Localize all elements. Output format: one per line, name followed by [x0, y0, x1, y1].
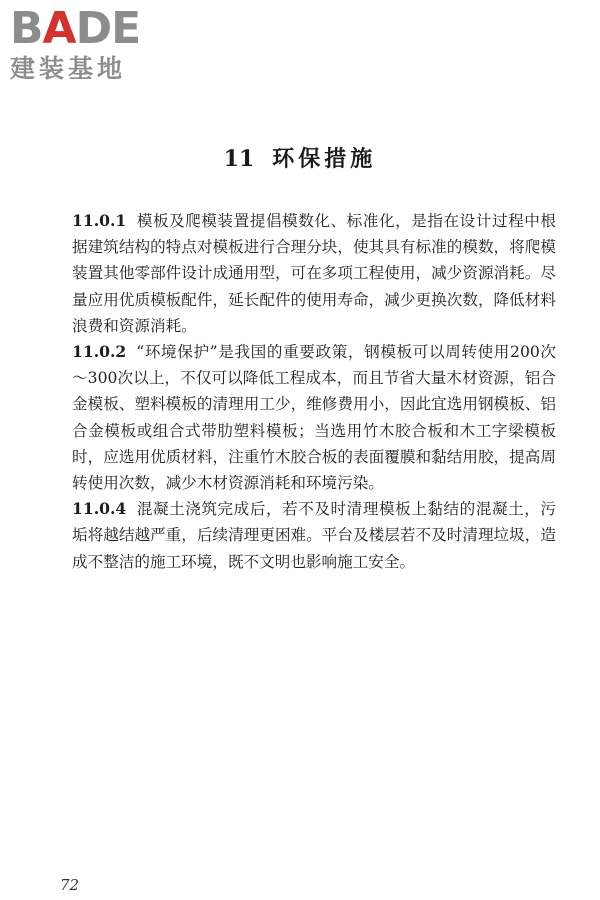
clause-11-0-1: [72, 208, 556, 339]
logo-mark-part1: B: [10, 3, 43, 54]
clause-11-0-4: [72, 496, 556, 575]
chapter-title-text: 环保措施: [272, 146, 377, 172]
logo-mark-part2: DE: [75, 3, 141, 54]
chapter-number: 11: [223, 146, 255, 172]
logo-mark-accent: A: [42, 3, 76, 54]
clause-number: 11.0.1: [72, 211, 127, 230]
clause-text: 模板及爬模装置提倡模数化、标准化，是指在设计过程中根据建筑结构的特点对模板进行合理分块，使其具有标准的模数，将爬模装置其他零部件设计成通用型，可在多项工程使用，减少资源消耗。尽量应用优质模板配件，延长配件的使用寿命，减少更换次数，降低材料浪费和资源消耗。: [72, 212, 556, 335]
page-number: 72: [60, 876, 80, 894]
clause-text: 混凝土浇筑完成后，若不及时清理模板上黏结的混凝土，污垢将越结越严重，后续清理更困难。平台及楼层若不及时清理垃圾，造成不整洁的施工环境，既不文明也影响施工安全。: [72, 500, 556, 571]
bade-logo: [10, 3, 175, 98]
chapter-body: [72, 208, 556, 575]
clause-number: 11.0.2: [72, 342, 127, 362]
clause-11-0-2: [72, 339, 556, 496]
chapter-title: [0, 142, 600, 173]
clause-text: “环境保护”是我国的重要政策，钢模板可以周转使用200次～300次以上，不仅可以降低工程成本，而且节省大量木材资源，铝合金模板、塑料模板的清理用工少，维修费用小，因此宜选用钢模板、铝合金模板或组合式带肋塑料模板；当选用竹木胶合板和木工字梁模板时，应选用优质材料，注重竹木胶合板的表面覆膜和黏结用胶，提高周转使用次数，减少木材资源消耗和环境污染。: [72, 343, 556, 493]
clause-number: 11.0.4: [72, 499, 127, 519]
logo-mark: [10, 3, 175, 54]
logo-subtitle: 建装基地: [10, 54, 127, 83]
